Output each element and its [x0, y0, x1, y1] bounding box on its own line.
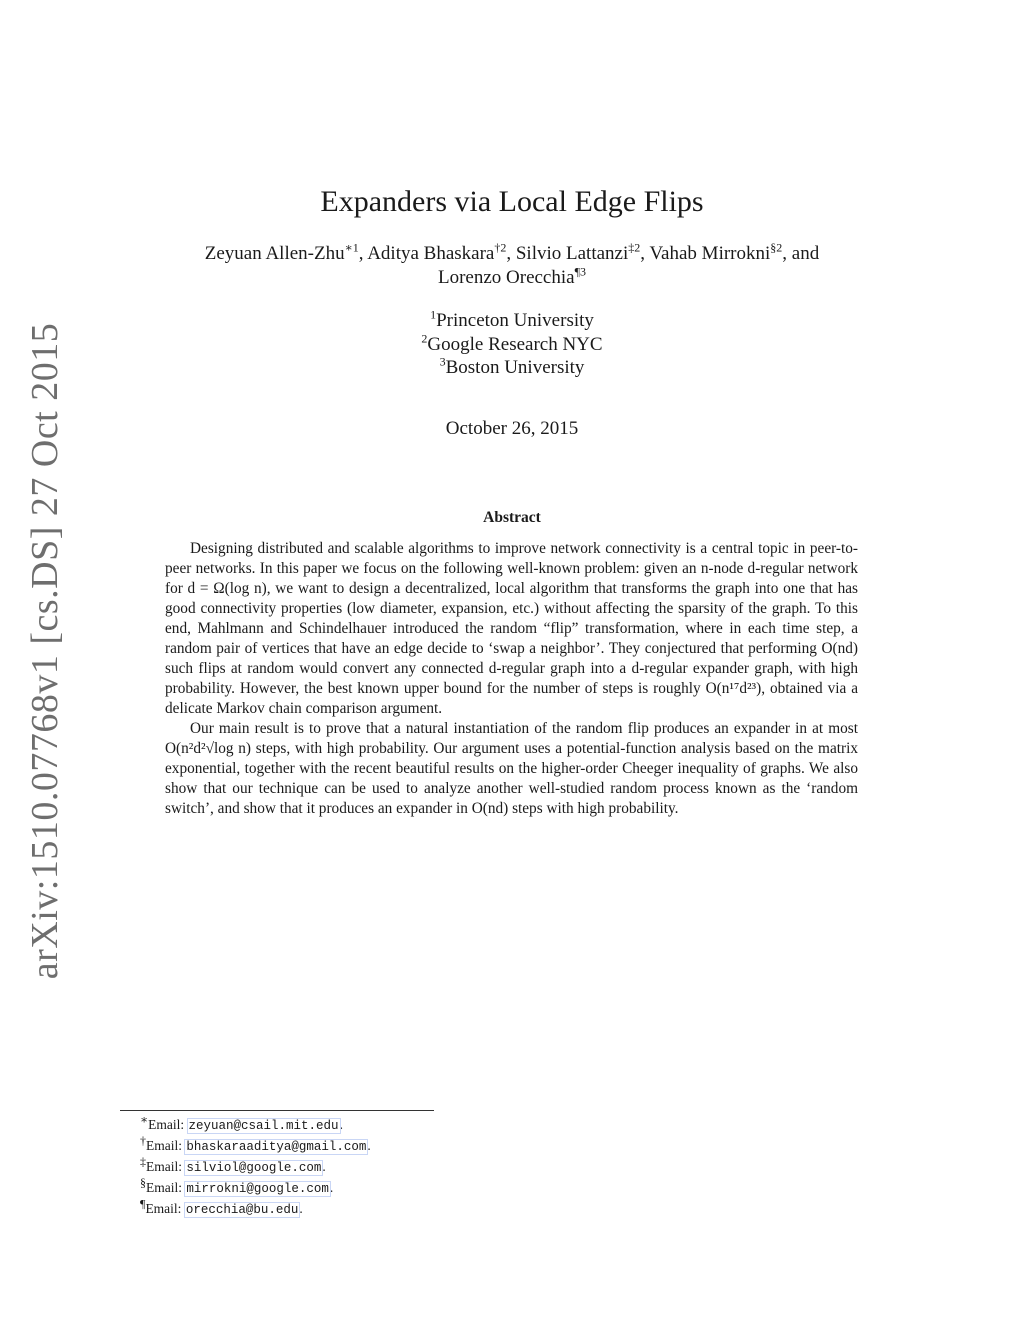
arxiv-side-stamp: [15, 322, 75, 980]
email-link[interactable]: silviol@google.com: [186, 1161, 322, 1175]
footnote: ‡Email: silviol@google.com.: [140, 1154, 326, 1175]
email-link[interactable]: zeyuan@csail.mit.edu: [188, 1119, 339, 1133]
affiliation: $^2$Google Research NYC: [421, 331, 603, 355]
affiliation-list: [0, 309, 1024, 380]
email-link[interactable]: bhaskaraaditya@gmail.com: [186, 1140, 367, 1154]
author: Vahab Mirrokni$^{\S 2}$: [649, 240, 783, 264]
author: Zeyuan Allen-Zhu$^{∗1}$: [204, 240, 359, 264]
affiliation: $^1$Princeton University: [430, 307, 594, 331]
author: Aditya Bhaskara$^{\dagger 2}$: [367, 240, 507, 264]
email-link[interactable]: orecchia@bu.edu: [185, 1203, 299, 1217]
paper-title: Expanders via Local Edge Flips: [320, 185, 704, 218]
footnote: †Email: bhaskaraaditya@gmail.com.: [140, 1133, 371, 1154]
author: Lorenzo Orecchia$^{\P 3}$: [437, 264, 587, 288]
abstract-paragraph: Designing distributed and scalable algorithms to improve network connectivity is a central topic in peer-to-peer networks. In this paper we focus on the following well-known problem: given an n-node d-regular network for d = Ω(log n), we want to design a decentralized, local algorithm that transforms the graph into one that has good connectivity properties (low diameter, expansion, etc.) without affecting the sparsity of the graph. To this end, Mahlmann and Schindelhauer introduced the random “flip” transformation, where in each time step, a random pair of vertices that have an edge decide to ‘swap a neighbor’. They conjectured that performing O(nd) such flips at random would convert any connected d-regular graph into a d-regular expander graph, with high probability. However, the best known upper bound for the number of steps is roughly O(n¹⁷d²³), obtained via a delicate Markov chain comparison argument.: [165, 540, 858, 717]
author: Silvio Lattanzi$^{\ddagger 2}$: [515, 240, 641, 264]
affiliation: $^3$Boston University: [439, 354, 585, 378]
footnotes: [140, 1112, 371, 1220]
footnote-rule: [120, 1110, 434, 1111]
footnote: ¶Email: orecchia@bu.edu.: [140, 1196, 303, 1217]
email-link[interactable]: mirrokni@google.com: [186, 1182, 329, 1196]
author-list: Zeyuan Allen-Zhu$^{∗1}$, Aditya Bhaskara$^{\dagger 2}$, Silvio Lattanzi$^{\ddagger 2}$, Vahab Mirrokni$^{\S 2}$, and Lorenzo Orecchia$^{\P 3}$: [204, 240, 820, 288]
arxiv-identifier: arXiv:1510.07768v1 [cs.DS] 27 Oct 2015: [24, 322, 67, 980]
footnote: §Email: mirrokni@google.com.: [140, 1175, 334, 1196]
abstract-paragraph: Our main result is to prove that a natural instantiation of the random flip produces an expander in at most O(n²d²√log n) steps, with high probability. Our argument uses a potential-function analysis based on the matrix exponential, together with the recent beautiful results on the higher-order Cheeger inequality of graphs. We also show that our technique can be used to analyze another well-studied random process known as the ‘random switch’, and show that it produces an expander in O(nd) steps with high probability.: [165, 720, 858, 817]
footnote: ∗Email: zeyuan@csail.mit.edu.: [140, 1112, 343, 1133]
abstract-heading: Abstract: [483, 509, 541, 526]
paper-date: October 26, 2015: [445, 418, 579, 439]
abstract-body: [165, 539, 858, 819]
